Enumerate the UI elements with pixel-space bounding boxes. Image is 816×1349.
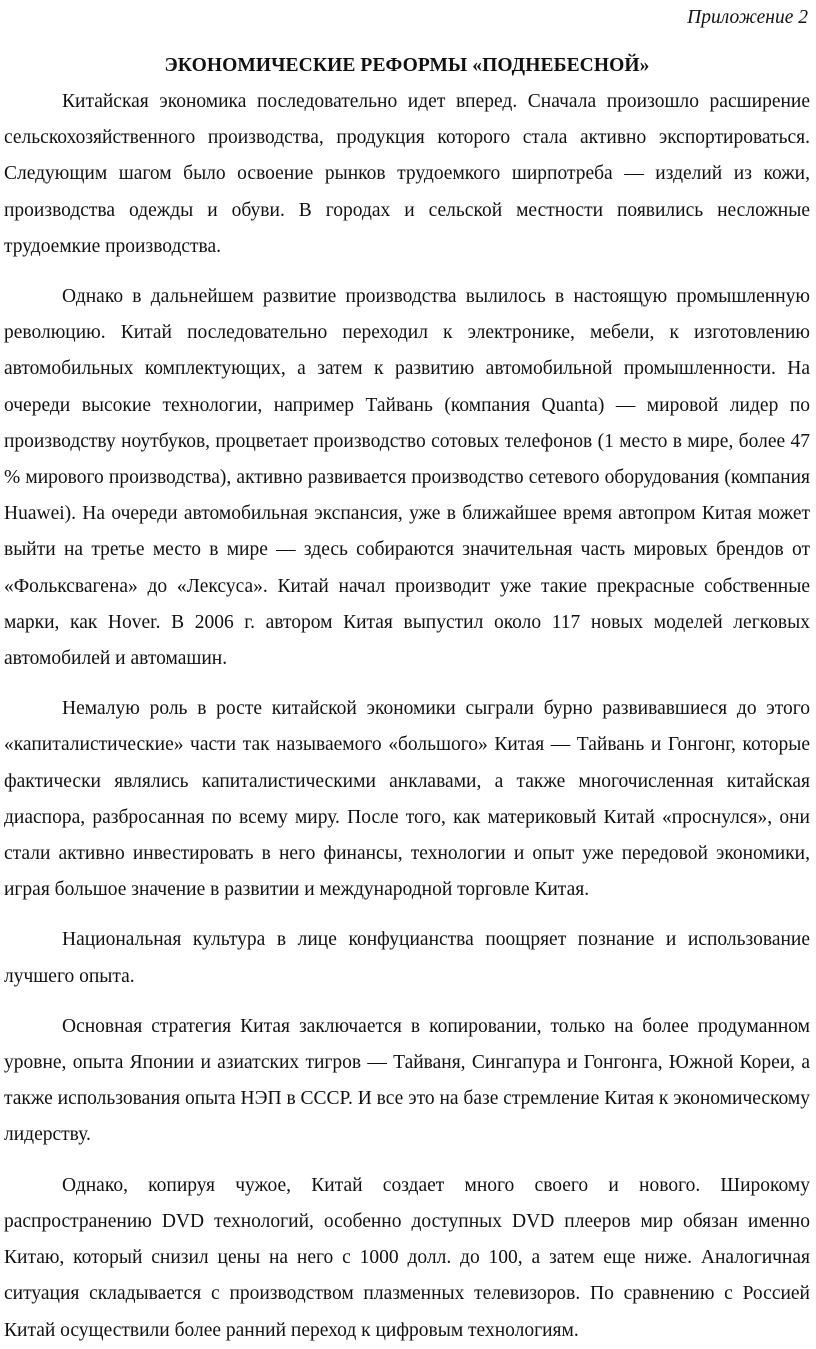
document-title: ЭКОНОМИЧЕСКИЕ РЕФОРМЫ «ПОДНЕБЕСНОЙ» [164,55,650,76]
paragraph: Однако, копируя чужое, Китай создает много своего и нового. Широкому распространению DVD технологий, особенно доступных DVD плееров мир обязан именно Китаю, который снизил цены на него с 1000 долл. до 100, а затем еще ниже. Аналогичная ситуация складывается с производством плазменных телевизоров. По сравнению с Россией Китай осуществили более ранний переход к цифровым технологиям. [4,1174,810,1341]
paragraph: Китайская экономика последовательно идет вперед. Сначала произошло расширение сельскохозяйственного производства, продукция которого стала активно экспортироваться. Следующим шагом было освоение рынков трудоемкого ширпотреба — изделий из кожи, производства одежды и обуви. В городах и сельской местности появились несложные трудоемкие производства. [4,91,810,257]
appendix-label: Приложение 2 [687,7,808,28]
paragraph: Однако в дальнейшем развитие производства вылилось в настоящую промышленную революцию. Китай последовательно переходил к электронике, мебели, к изготовлению автомобильных комплектующих, а затем к развитию автомобильной промышленности. На очереди высокие технологии, например Тайвань (компания Quanta) — мировой лидер по производству ноутбуков, процветает производство сотовых телефонов (1 место в мире, более 47 % мирового производства), активно развивается производство сетевого оборудования (компания Huawei). На очереди автомобильная экспансия, уже в ближайшее время автопром Китая может выйти на третье место в мире — здесь собираются значительная часть мировых брендов от «Фольксвагена» до «Лексуса». Китай начал производит уже такие прекрасные собственные марки, как Hover. В 2006 г. автором Китая выпустил около 117 новых моделей легковых автомобилей и автомашин. [4,286,810,670]
paragraph: Национальная культура в лице конфуцианства поощряет познание и использование лучшего опыта. [4,929,810,987]
paragraph: Немалую роль в росте китайской экономики сыграли бурно развивавшиеся до этого «капиталистические» части так называемого «большого» Китая — Тайвань и Гонгонг, которые фактически являлись капиталистическими анклавами, а также многочисленная китайская диаспора, разбросанная по всему миру. После того, как материковый Китай «проснулся», они стали активно инвестировать в него финансы, технологии и опыт уже передовой экономики, играя большое значение в развитии и международной торговле Китая. [4,698,810,901]
paragraph: Основная стратегия Китая заключается в копировании, только на более продуманном уровне, опыта Японии и азиатских тигров — Тайваня, Сингапура и Гонгонга, Южной Кореи, а также использования опыта НЭП в СССР. И все это на базе стремление Китая к экономическому лидерству. [4,1015,810,1146]
document-body [4,84,810,1349]
